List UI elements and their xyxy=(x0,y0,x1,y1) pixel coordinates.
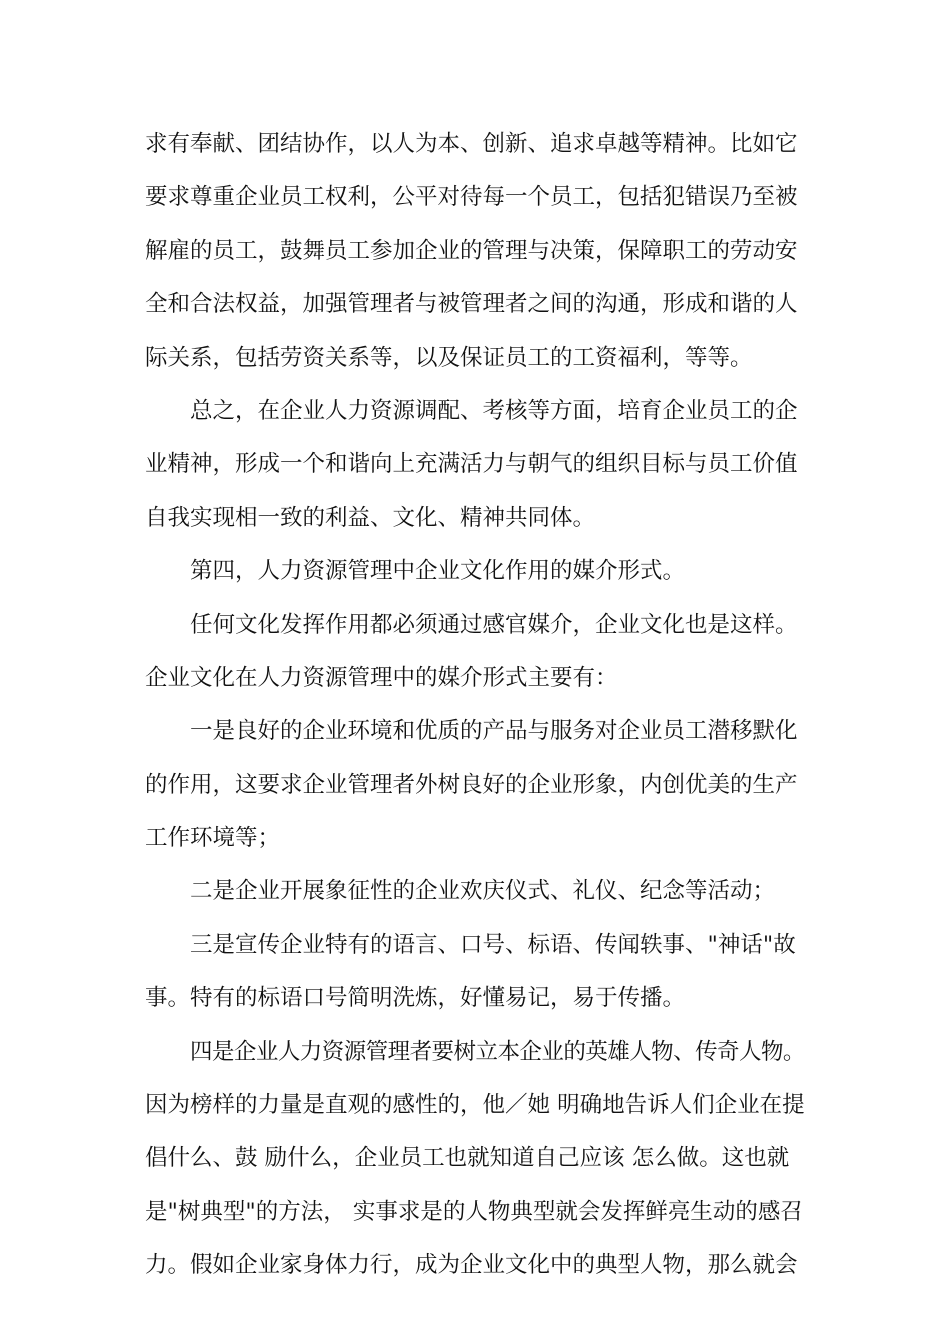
paragraph-start-line: 一是良好的企业环境和优质的产品与服务对企业员工潜移默化 xyxy=(190,718,798,745)
document-body xyxy=(145,118,805,1293)
text-line: 求有奉献、团结协作，以人为本、创新、追求卓越等精神。比如它 xyxy=(145,131,798,157)
text-line: 自我实现相一致的利益、文化、精神共同体。 xyxy=(145,504,596,531)
text-line: 企业文化在人力资源管理中的媒介形式主要有： xyxy=(145,664,618,691)
text-line: 是"树典型"的方法， 实事求是的人物典型就会发挥鲜亮生动的感召 xyxy=(145,1198,803,1225)
text-line: 事。特有的标语口号简明洗炼，好懂易记，易于传播。 xyxy=(145,985,686,1012)
text-line: 解雇的员工，鼓舞员工参加企业的管理与决策，保障职工的劳动安 xyxy=(145,237,798,264)
text-line: 倡什么、鼓 励什么，企业员工也就知道自己应该 怎么做。这也就 xyxy=(145,1145,790,1172)
paragraph-start-line: 二是企业开展象征性的企业欢庆仪式、礼仪、纪念等活动； xyxy=(190,878,776,905)
paragraph-start-line: 任何文化发挥作用都必须通过感官媒介，企业文化也是这样。 xyxy=(190,611,798,638)
section-heading-line: 第四，人力资源管理中企业文化作用的媒介形式。 xyxy=(190,558,686,585)
text-line: 要求尊重企业员工权利，公平对待每一个员工，包括犯错误乃至被 xyxy=(145,184,798,211)
text-line: 全和合法权益，加强管理者与被管理者之间的沟通，形成和谐的人 xyxy=(145,291,798,318)
text-line: 业精神，形成一个和谐向上充满活力与朝气的组织目标与员工价值 xyxy=(145,451,798,478)
paragraph-start-line: 四是企业人力资源管理者要树立本企业的英雄人物、传奇人物。 xyxy=(190,1038,805,1065)
text-line: 工作环境等； xyxy=(145,825,281,852)
text-line: 际关系，包括劳资关系等，以及保证员工的工资福利，等等。 xyxy=(145,344,753,371)
text-line: 因为榜样的力量是直观的感性的，他／她 明确地告诉人们企业在提 xyxy=(145,1092,805,1119)
paragraph-start-line: 总之，在企业人力资源调配、考核等方面，培育企业员工的企 xyxy=(190,397,798,424)
text-line: 的作用，这要求企业管理者外树良好的企业形象，内创优美的生产 xyxy=(145,771,798,798)
text-line: 力。假如企业家身体力行，成为企业文化中的典型人物，那么就会 xyxy=(145,1252,798,1279)
paragraph-start-line: 三是宣传企业特有的语言、口号、标语、传闻轶事、"神话"故 xyxy=(190,931,796,958)
